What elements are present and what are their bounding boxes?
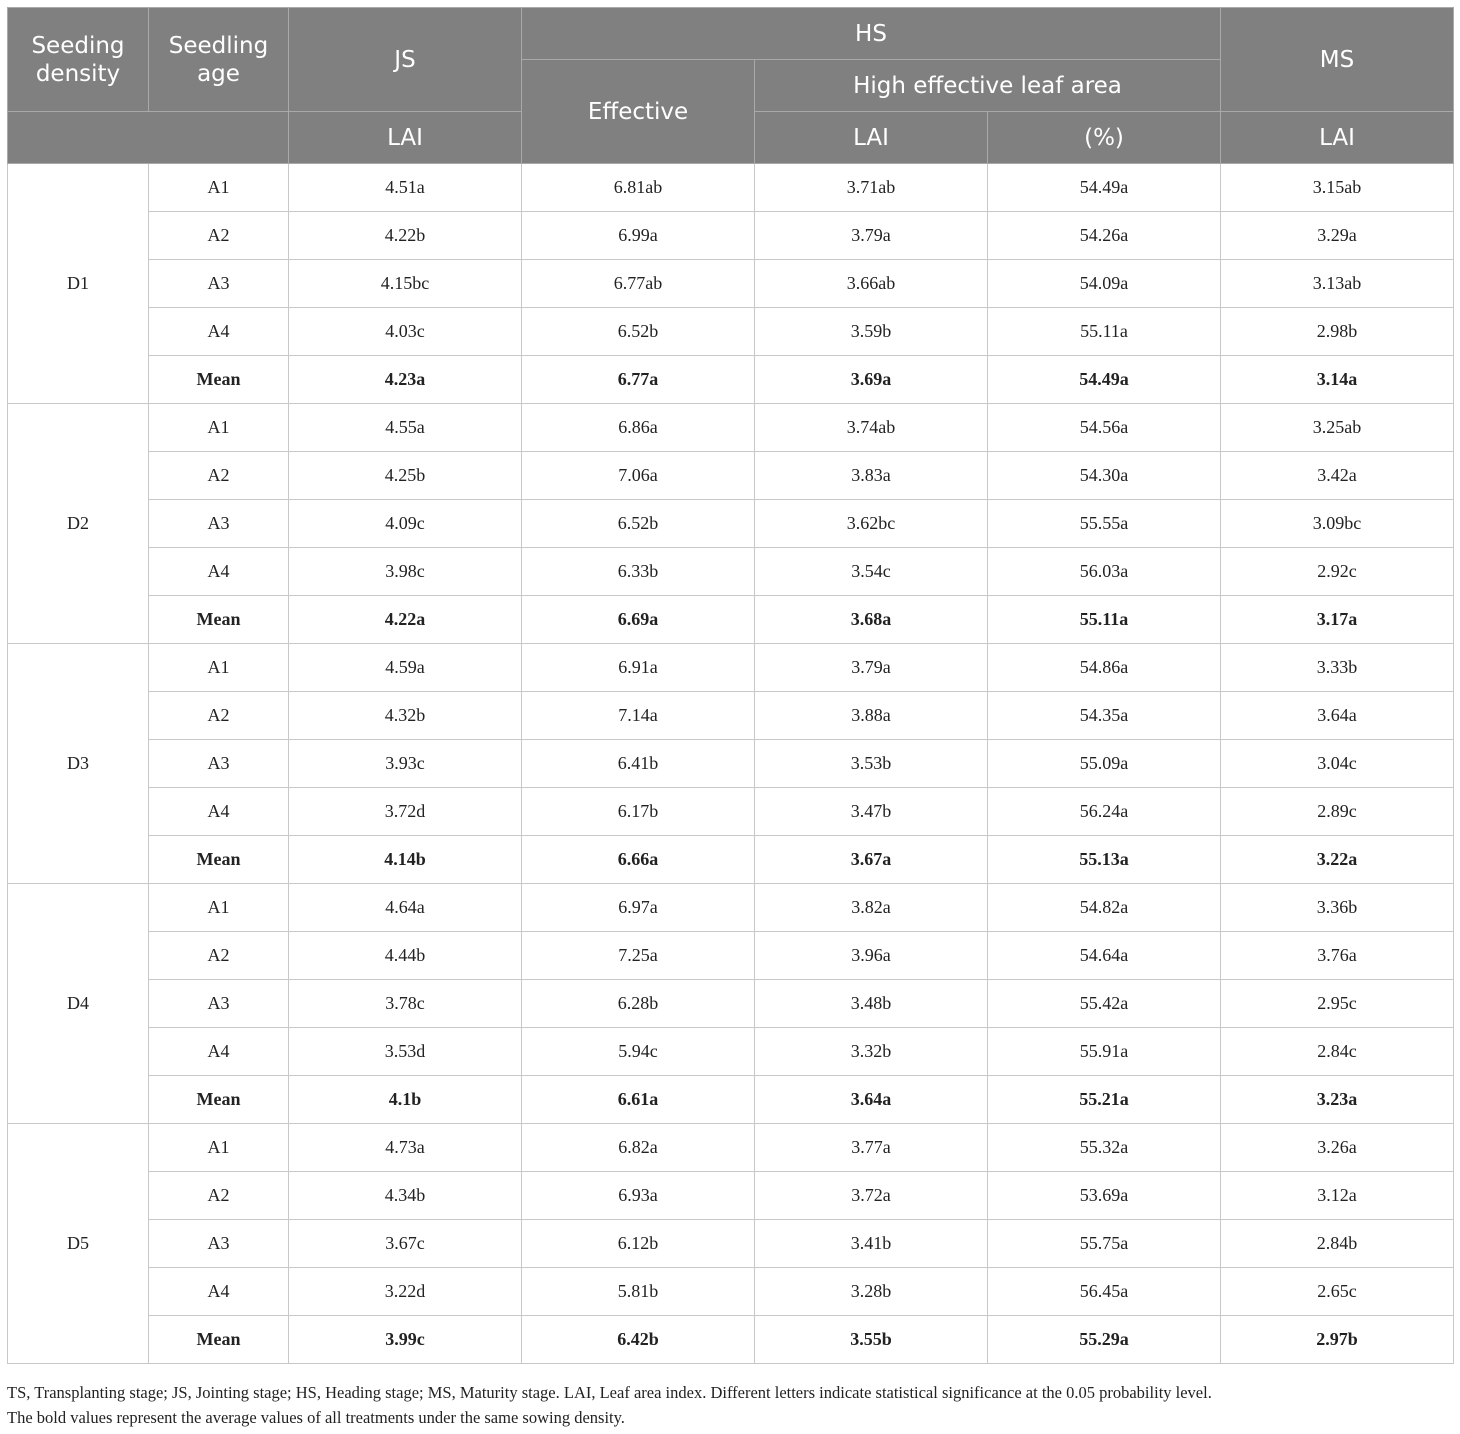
cell-ms-lai: 3.36b [1221,884,1454,932]
cell-high-effective-lai: 3.62bc [755,500,988,548]
cell-js-lai: 3.53d [289,1028,522,1076]
footnote-line-1: TS, Transplanting stage; JS, Jointing stage; HS, Heading stage; MS, Maturity stage. LAI, Leaf area index. Different letters indicate statistical significance at the 0.05 probability level. [7,1383,1212,1402]
cell-high-effective-percent: 56.45a [988,1268,1221,1316]
cell-seedling-age: A3 [149,1220,289,1268]
table-header [8,8,1454,164]
cell-high-effective-percent: 55.75a [988,1220,1221,1268]
table-row [8,932,1454,980]
cell-high-effective-percent: 56.24a [988,788,1221,836]
cell-high-effective-percent: 54.56a [988,404,1221,452]
table-row [8,740,1454,788]
cell-ms-lai: 2.97b [1221,1316,1454,1364]
cell-high-effective-percent: 55.21a [988,1076,1221,1124]
cell-effective-lai: 6.81ab [522,164,755,212]
header-high-effective-leaf-area: High effective leaf area [755,60,1221,112]
cell-high-effective-percent: 54.82a [988,884,1221,932]
cell-js-lai: 4.22a [289,596,522,644]
header-seedling-age: Seedling age [149,8,289,112]
cell-ms-lai: 3.14a [1221,356,1454,404]
header-high-lai: LAI [755,112,988,164]
cell-js-lai: 3.93c [289,740,522,788]
cell-ms-lai: 2.98b [1221,308,1454,356]
cell-high-effective-percent: 55.29a [988,1316,1221,1364]
cell-ms-lai: 2.92c [1221,548,1454,596]
cell-high-effective-percent: 54.49a [988,356,1221,404]
cell-high-effective-lai: 3.96a [755,932,988,980]
table-row [8,1028,1454,1076]
cell-ms-lai: 3.42a [1221,452,1454,500]
cell-seedling-age: A1 [149,404,289,452]
cell-seedling-age: A1 [149,164,289,212]
table-row [8,788,1454,836]
cell-ms-lai: 3.09bc [1221,500,1454,548]
cell-seedling-age: Mean [149,596,289,644]
cell-ms-lai: 2.65c [1221,1268,1454,1316]
cell-ms-lai: 2.84b [1221,1220,1454,1268]
cell-high-effective-lai: 3.28b [755,1268,988,1316]
cell-effective-lai: 6.28b [522,980,755,1028]
cell-high-effective-percent: 56.03a [988,548,1221,596]
cell-seedling-age: A2 [149,932,289,980]
cell-seedling-age: A2 [149,1172,289,1220]
cell-high-effective-lai: 3.77a [755,1124,988,1172]
table-footnote [7,1380,1453,1430]
cell-js-lai: 3.78c [289,980,522,1028]
table-row [8,1268,1454,1316]
cell-high-effective-lai: 3.74ab [755,404,988,452]
cell-js-lai: 4.23a [289,356,522,404]
cell-ms-lai: 3.23a [1221,1076,1454,1124]
cell-effective-lai: 5.81b [522,1268,755,1316]
cell-ms-lai: 2.84c [1221,1028,1454,1076]
cell-seedling-age: A1 [149,1124,289,1172]
data-table-container [7,7,1453,1364]
table-row [8,1124,1454,1172]
header-hs: HS [522,8,1221,60]
cell-seeding-density: D5 [8,1124,149,1364]
cell-js-lai: 4.03c [289,308,522,356]
table-row [8,500,1454,548]
cell-seedling-age: A3 [149,980,289,1028]
cell-effective-lai: 6.69a [522,596,755,644]
cell-seedling-age: A1 [149,644,289,692]
cell-seedling-age: Mean [149,836,289,884]
cell-effective-lai: 6.61a [522,1076,755,1124]
table-row-mean [8,596,1454,644]
table-row-mean [8,1316,1454,1364]
cell-seeding-density: D1 [8,164,149,404]
cell-seedling-age: A4 [149,1268,289,1316]
cell-high-effective-lai: 3.72a [755,1172,988,1220]
header-high-percent: (%) [988,112,1221,164]
header-ms-lai: LAI [1221,112,1454,164]
cell-high-effective-percent: 54.86a [988,644,1221,692]
cell-seeding-density: D3 [8,644,149,884]
cell-seedling-age: A3 [149,260,289,308]
cell-effective-lai: 7.06a [522,452,755,500]
cell-high-effective-lai: 3.59b [755,308,988,356]
cell-js-lai: 4.14b [289,836,522,884]
cell-js-lai: 3.72d [289,788,522,836]
cell-effective-lai: 6.52b [522,500,755,548]
cell-effective-lai: 6.97a [522,884,755,932]
table-row [8,164,1454,212]
cell-high-effective-percent: 53.69a [988,1172,1221,1220]
cell-ms-lai: 3.13ab [1221,260,1454,308]
cell-js-lai: 4.09c [289,500,522,548]
cell-high-effective-lai: 3.79a [755,644,988,692]
cell-js-lai: 3.67c [289,1220,522,1268]
cell-high-effective-lai: 3.48b [755,980,988,1028]
table-row [8,308,1454,356]
cell-js-lai: 4.1b [289,1076,522,1124]
cell-high-effective-lai: 3.53b [755,740,988,788]
table-row-mean [8,356,1454,404]
cell-seeding-density: D2 [8,404,149,644]
cell-js-lai: 3.22d [289,1268,522,1316]
cell-high-effective-lai: 3.71ab [755,164,988,212]
cell-high-effective-lai: 3.64a [755,1076,988,1124]
cell-ms-lai: 3.76a [1221,932,1454,980]
cell-ms-lai: 2.89c [1221,788,1454,836]
cell-ms-lai: 2.95c [1221,980,1454,1028]
cell-effective-lai: 6.42b [522,1316,755,1364]
cell-effective-lai: 6.41b [522,740,755,788]
table-row [8,260,1454,308]
cell-high-effective-percent: 55.11a [988,596,1221,644]
cell-seeding-density: D4 [8,884,149,1124]
header-seeding-density: Seeding density [8,8,149,112]
cell-seedling-age: A2 [149,692,289,740]
table-row [8,884,1454,932]
cell-high-effective-percent: 54.64a [988,932,1221,980]
cell-seedling-age: Mean [149,1076,289,1124]
cell-high-effective-percent: 55.11a [988,308,1221,356]
cell-ms-lai: 3.29a [1221,212,1454,260]
cell-ms-lai: 3.22a [1221,836,1454,884]
table-row [8,1220,1454,1268]
cell-effective-lai: 6.82a [522,1124,755,1172]
cell-js-lai: 4.51a [289,164,522,212]
cell-high-effective-lai: 3.69a [755,356,988,404]
table-row [8,692,1454,740]
cell-high-effective-percent: 55.13a [988,836,1221,884]
cell-seedling-age: A3 [149,740,289,788]
cell-seedling-age: A1 [149,884,289,932]
cell-high-effective-percent: 55.91a [988,1028,1221,1076]
cell-effective-lai: 6.17b [522,788,755,836]
cell-high-effective-percent: 54.26a [988,212,1221,260]
cell-high-effective-lai: 3.47b [755,788,988,836]
cell-js-lai: 4.32b [289,692,522,740]
cell-high-effective-lai: 3.88a [755,692,988,740]
table-row [8,980,1454,1028]
cell-high-effective-lai: 3.79a [755,212,988,260]
cell-high-effective-percent: 54.30a [988,452,1221,500]
cell-js-lai: 4.15bc [289,260,522,308]
cell-js-lai: 4.55a [289,404,522,452]
cell-effective-lai: 5.94c [522,1028,755,1076]
cell-js-lai: 4.22b [289,212,522,260]
table-body [8,164,1454,1364]
cell-effective-lai: 6.33b [522,548,755,596]
cell-ms-lai: 3.04c [1221,740,1454,788]
table-row-mean [8,1076,1454,1124]
cell-effective-lai: 6.91a [522,644,755,692]
cell-high-effective-percent: 55.55a [988,500,1221,548]
table-row [8,644,1454,692]
cell-high-effective-lai: 3.67a [755,836,988,884]
cell-high-effective-lai: 3.66ab [755,260,988,308]
cell-ms-lai: 3.26a [1221,1124,1454,1172]
cell-seedling-age: A2 [149,452,289,500]
cell-effective-lai: 7.25a [522,932,755,980]
cell-high-effective-percent: 54.35a [988,692,1221,740]
cell-high-effective-lai: 3.41b [755,1220,988,1268]
header-effective: Effective [522,60,755,164]
cell-js-lai: 4.64a [289,884,522,932]
cell-seedling-age: A4 [149,1028,289,1076]
cell-effective-lai: 6.12b [522,1220,755,1268]
cell-js-lai: 4.34b [289,1172,522,1220]
cell-ms-lai: 3.12a [1221,1172,1454,1220]
cell-seedling-age: Mean [149,356,289,404]
table-row [8,548,1454,596]
cell-high-effective-percent: 54.09a [988,260,1221,308]
cell-effective-lai: 6.77ab [522,260,755,308]
table-row [8,1172,1454,1220]
cell-effective-lai: 6.66a [522,836,755,884]
cell-js-lai: 3.99c [289,1316,522,1364]
lai-table [7,7,1454,1364]
cell-seedling-age: A2 [149,212,289,260]
cell-seedling-age: A4 [149,308,289,356]
cell-effective-lai: 6.77a [522,356,755,404]
cell-seedling-age: A4 [149,548,289,596]
cell-high-effective-lai: 3.54c [755,548,988,596]
cell-high-effective-percent: 54.49a [988,164,1221,212]
table-row [8,212,1454,260]
cell-high-effective-lai: 3.55b [755,1316,988,1364]
cell-effective-lai: 7.14a [522,692,755,740]
cell-high-effective-percent: 55.42a [988,980,1221,1028]
cell-high-effective-lai: 3.32b [755,1028,988,1076]
cell-js-lai: 4.73a [289,1124,522,1172]
cell-effective-lai: 6.99a [522,212,755,260]
cell-seedling-age: Mean [149,1316,289,1364]
header-ms: MS [1221,8,1454,112]
cell-high-effective-lai: 3.82a [755,884,988,932]
cell-effective-lai: 6.86a [522,404,755,452]
cell-effective-lai: 6.52b [522,308,755,356]
cell-high-effective-lai: 3.83a [755,452,988,500]
cell-high-effective-percent: 55.32a [988,1124,1221,1172]
table-row-mean [8,836,1454,884]
cell-seedling-age: A3 [149,500,289,548]
cell-high-effective-percent: 55.09a [988,740,1221,788]
cell-ms-lai: 3.17a [1221,596,1454,644]
cell-ms-lai: 3.25ab [1221,404,1454,452]
table-row [8,452,1454,500]
cell-ms-lai: 3.15ab [1221,164,1454,212]
cell-js-lai: 4.25b [289,452,522,500]
header-spacer [8,112,289,164]
cell-js-lai: 3.98c [289,548,522,596]
header-js-lai: LAI [289,112,522,164]
cell-effective-lai: 6.93a [522,1172,755,1220]
header-js: JS [289,8,522,112]
cell-js-lai: 4.59a [289,644,522,692]
table-row [8,404,1454,452]
cell-ms-lai: 3.33b [1221,644,1454,692]
cell-seedling-age: A4 [149,788,289,836]
cell-high-effective-lai: 3.68a [755,596,988,644]
footnote-line-2: The bold values represent the average values of all treatments under the same sowing density. [7,1408,625,1427]
cell-js-lai: 4.44b [289,932,522,980]
cell-ms-lai: 3.64a [1221,692,1454,740]
